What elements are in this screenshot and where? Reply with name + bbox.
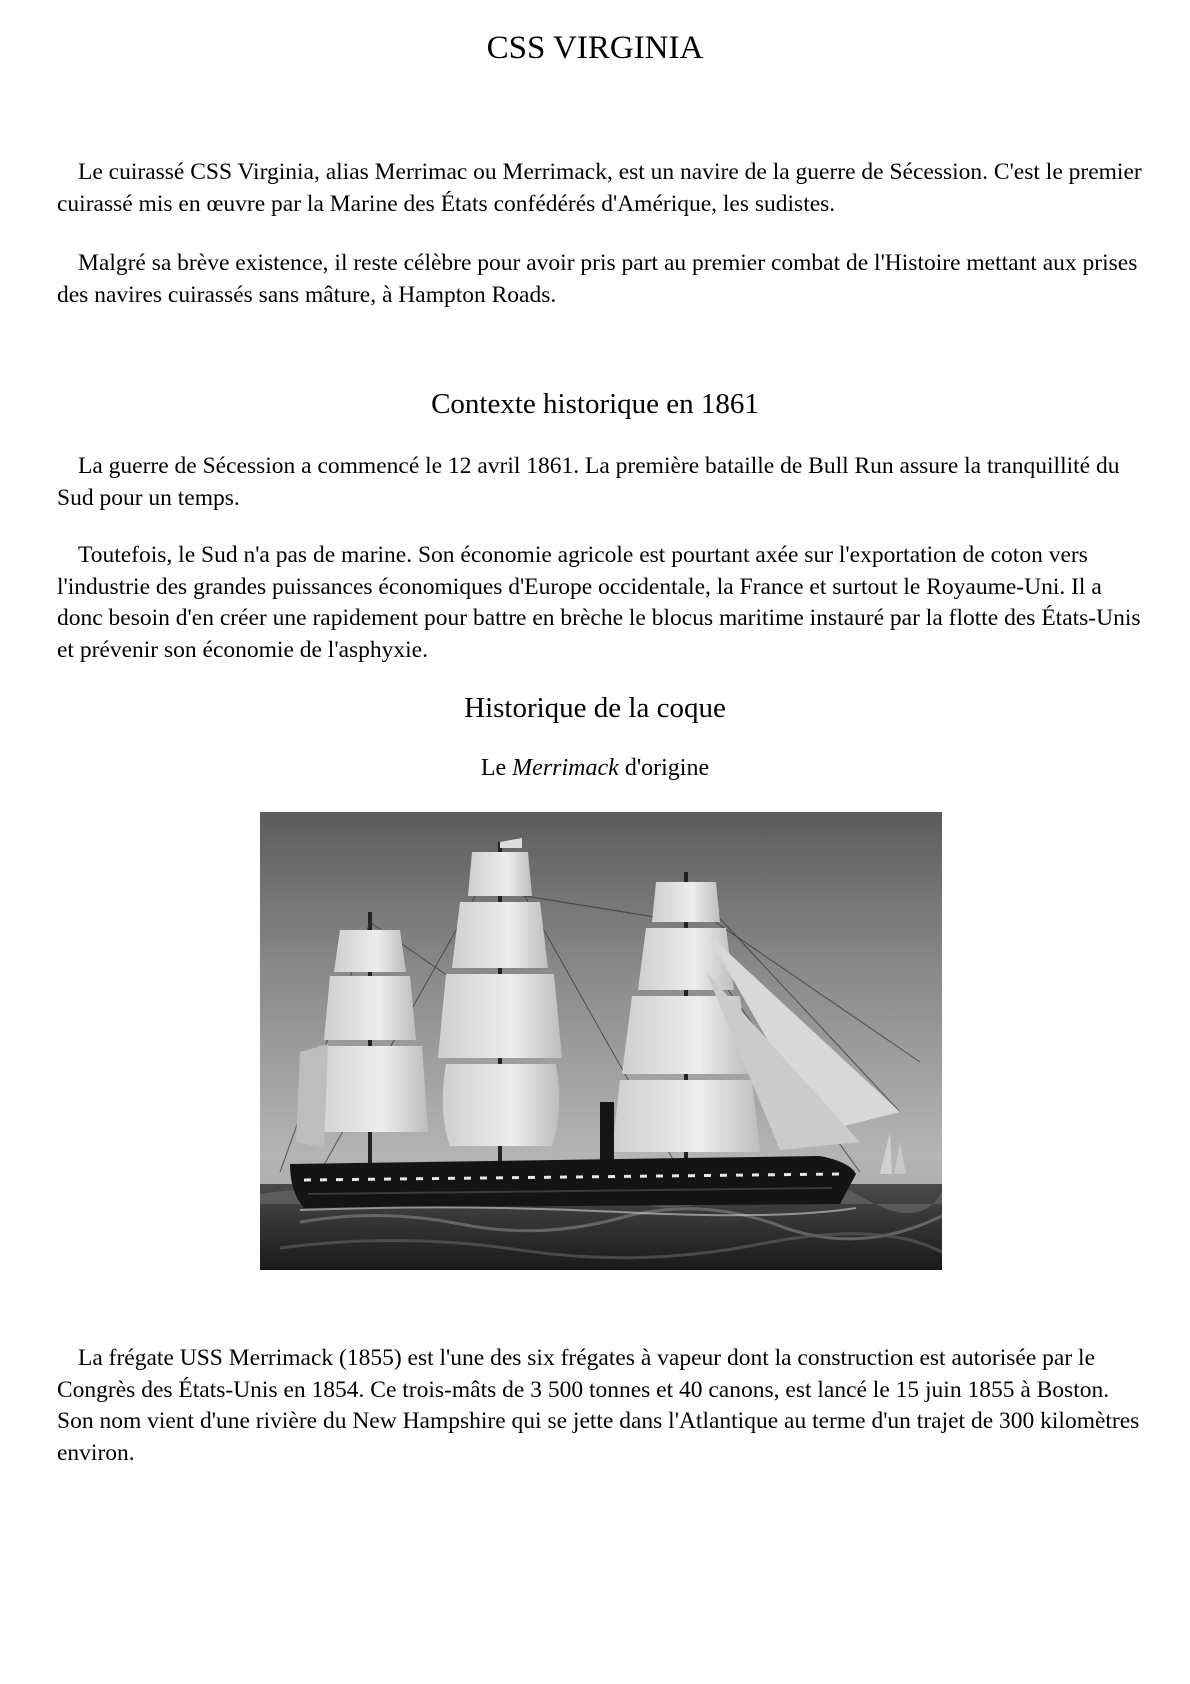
context-paragraph-2: Toutefois, le Sud n'a pas de marine. Son économie agricole est pourtant axée sur l'exportation de coton vers l'industrie des grandes puissances économiques d'Europe occidentale, la France et surtout le Royaume-Uni. Il a donc besoin d'en créer une rapidement pour battre en brèche le blocus maritime instauré par la flotte des États-Unis et prévenir son économie de l'asphyxie. [57, 542, 1141, 663]
hull-paragraph-1: La frégate USS Merrimack (1855) est l'une des six frégates à vapeur dont la construction est autorisée par le Congrès des États-Unis en 1854. Ce trois-mâts de 3 500 tonnes et 40 canons, est lancé le 15 juin 1855 à Boston. Son nom vient d'une rivière du New Hampshire qui se jette dans l'Atlantique au terme d'un trajet de 300 kilomètres environ. [57, 1345, 1140, 1466]
context-paragraph-1: La guerre de Sécession a commencé le 12 avril 1861. La première bataille de Bull Run assure la tranquillité du Sud pour un temps. [57, 453, 1120, 511]
page-title: CSS VIRGINIA [486, 30, 704, 66]
intro-paragraph-1: Le cuirassé CSS Virginia, alias Merrimac ou Merrimack, est un navire de la guerre de Sécession. C'est le premier cuirassé mis en œuvre par la Marine des États confédérés d'Amérique, les sudistes. [57, 159, 1142, 217]
section-heading-hull: Historique de la coque [464, 692, 726, 724]
merrimack-ship-illustration [260, 812, 942, 1270]
caption-prefix: Le [480, 755, 513, 781]
figure-caption [0, 755, 1190, 782]
caption-ship-name: Merrimack [512, 755, 619, 781]
caption-suffix: d'origine [618, 755, 710, 781]
section-heading-context: Contexte historique en 1861 [431, 388, 759, 420]
intro-paragraph-2: Malgré sa brève existence, il reste célèbre pour avoir pris part au premier combat de l'Histoire mettant aux prises des navires cuirassés sans mâture, à Hampton Roads. [57, 250, 1138, 308]
